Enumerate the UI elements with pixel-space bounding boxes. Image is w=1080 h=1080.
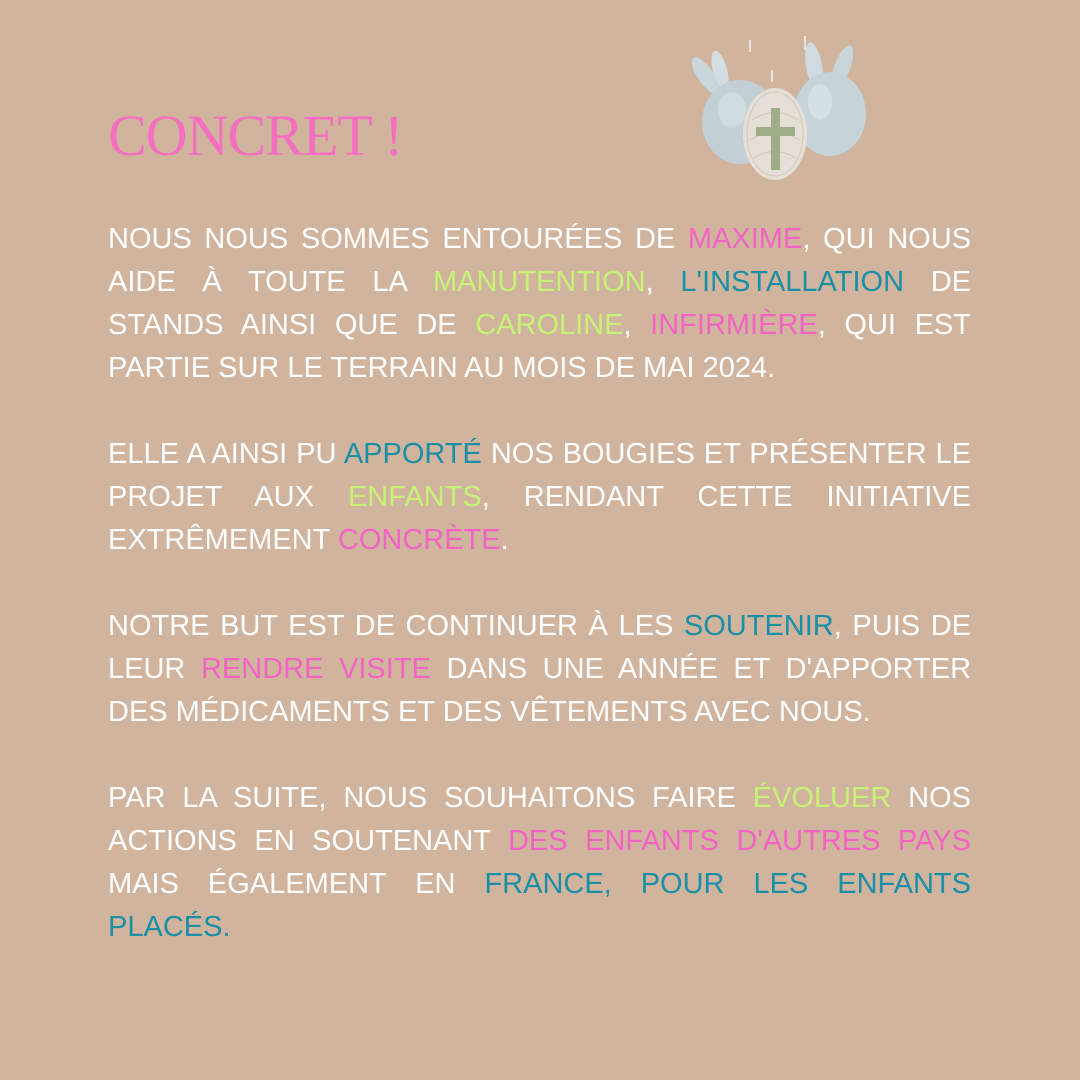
- text-segment: , QUI NOUS AIDE À TOUTE LA: [108, 223, 971, 298]
- text-content: [108, 218, 971, 992]
- paragraph: [108, 605, 971, 734]
- text-segment: NOS ACTIONS EN SOUTENANT: [108, 782, 972, 857]
- text-segment: ELLE A AINSI PU: [108, 438, 344, 470]
- text-segment: NOS BOUGIES ET PRÉSENTER LE PROJET AUX: [108, 438, 971, 513]
- text-segment: , QUI EST PARTIE SUR LE TERRAIN AU MOIS DE MAI 2024.: [108, 309, 971, 384]
- text-segment: MAIS ÉGALEMENT EN: [108, 868, 485, 900]
- paragraph: [108, 218, 971, 390]
- text-segment: L'INSTALLATION: [680, 266, 905, 298]
- text-segment: SOUTENIR: [683, 610, 834, 642]
- text-segment: CONCRÈTE: [337, 524, 501, 556]
- text-segment: PAR LA SUITE, NOUS SOUHAITONS FAIRE: [108, 782, 753, 814]
- text-segment: ,: [645, 266, 681, 298]
- text-segment: DANS UNE ANNÉE ET D'APPORTER DES MÉDICAMENTS ET DES VÊTEMENTS AVEC NOUS.: [108, 653, 972, 728]
- text-segment: ,: [623, 309, 651, 341]
- text-segment: MAXIME: [687, 223, 803, 255]
- text-segment: APPORTÉ: [343, 438, 482, 470]
- text-segment: ENFANTS: [347, 481, 482, 513]
- text-segment: ÉVOLUER: [752, 782, 892, 814]
- paragraph: [108, 433, 971, 562]
- text-segment: FRANCE, POUR LES ENFANTS PLACÉS.: [108, 868, 971, 943]
- text-segment: RENDRE VISITE: [200, 653, 431, 685]
- text-segment: .: [500, 524, 509, 556]
- paragraph: [108, 777, 971, 949]
- text-segment: INFIRMIÈRE: [650, 309, 818, 341]
- text-segment: NOTRE BUT EST DE CONTINUER À LES: [108, 610, 684, 642]
- text-segment: , PUIS DE LEUR: [108, 610, 971, 685]
- text-segment: CAROLINE: [475, 309, 624, 341]
- text-segment: DE STANDS AINSI QUE DE: [108, 266, 972, 341]
- text-segment: MANUTENTION: [432, 266, 646, 298]
- text-segment: DES ENFANTS D'AUTRES PAYS: [507, 825, 971, 857]
- text-segment: , RENDANT CETTE INITIATIVE EXTRÊMEMENT: [108, 481, 971, 556]
- easter-bunny-candles-icon: [690, 30, 880, 190]
- page-title: CONCRET !: [108, 103, 403, 168]
- text-segment: NOUS NOUS SOMMES ENTOURÉES DE: [108, 223, 688, 255]
